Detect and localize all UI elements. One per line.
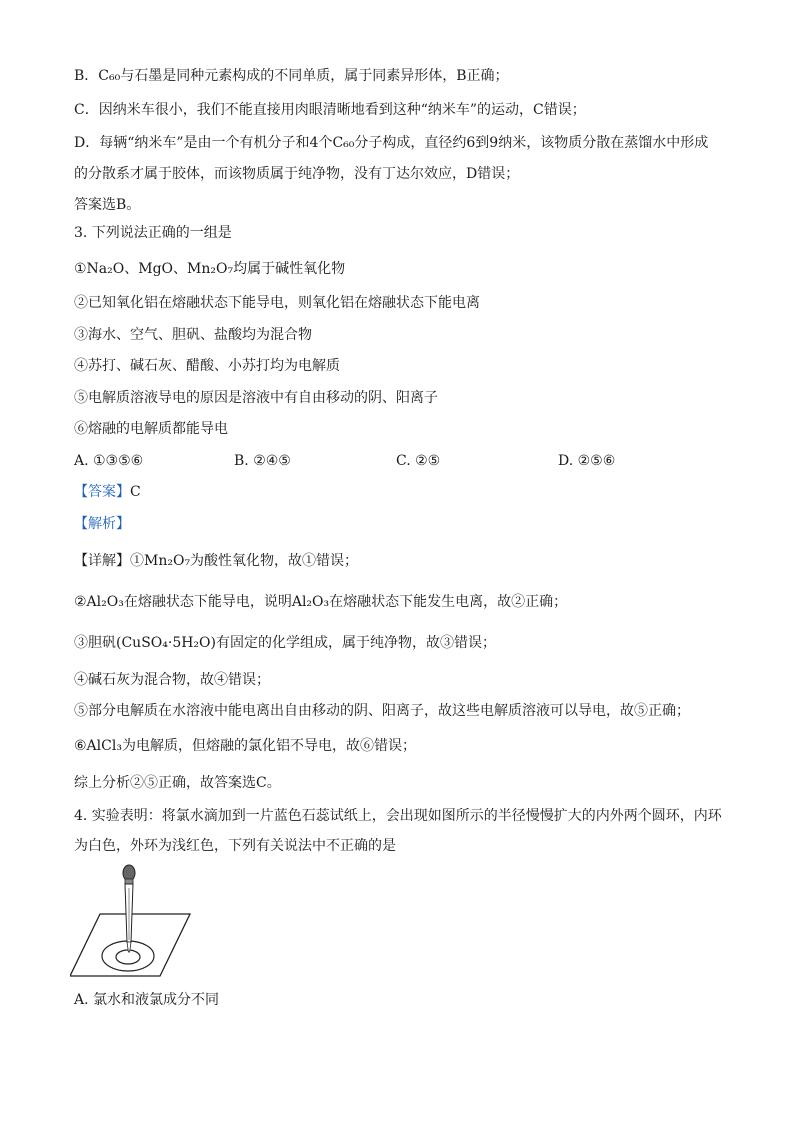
detail-5: ⑤部分电解质在水溶液中能电离出自由移动的阴、阳离子，故这些电解质溶液可以导电，故⑤正确； [74,703,690,719]
explanation-line-b: B．C₆₀与石墨是同种元素构成的不同单质，属于同素异形体，B正确； [74,68,509,84]
answer-line: 答案选B。 [74,197,141,213]
dropper-litmus-figure [70,862,200,982]
statement-4: ④苏打、碱石灰、醋酸、小苏打均为电解质 [74,358,340,374]
detail-4: ④碱石灰为混合物，故④错误； [74,672,270,688]
analysis-label: 【解析】 [74,516,130,532]
option-c: C. ②⑤ [396,453,441,469]
question-3-title: 3. 下列说法正确的一组是 [74,225,232,241]
explanation-line-d: D．每辆“纳米车”是由一个有机分子和4个C₆₀分子构成，直径约6到9纳米，该物质分散在蒸馏水中形成 [74,135,709,151]
question-4-line-2: 为白色，外环为浅红色，下列有关说法中不正确的是 [74,838,396,854]
statement-3: ③海水、空气、胆矾、盐酸均为混合物 [74,327,312,343]
statement-1: ①Na₂O、MgO、Mn₂O₇均属于碱性氧化物 [74,261,346,277]
explanation-line-d-cont: 的分散系才属于胶体，而该物质属于纯净物，没有丁达尔效应，D错误； [74,166,520,182]
option-a: A. ①③⑤⑥ [74,453,144,469]
detail-3: ③胆矾(CuSO₄·5H₂O)有固定的化学组成，属于纯净物，故③错误； [74,635,496,651]
detail-summary: 综上分析②⑤正确，故答案选C。 [74,775,281,791]
option-b: B. ②④⑤ [234,453,291,469]
explanation-line-c: C．因纳米车很小，我们不能直接用肉眼清晰地看到这种“纳米车”的运动，C错误； [74,102,586,118]
answer-label: 【答案】 [74,484,130,500]
answer-value: C [130,484,141,500]
statement-6: ⑥熔融的电解质都能导电 [74,421,228,437]
answer-row [74,482,141,502]
statement-2: ②已知氧化铝在熔融状态下能导电，则氧化铝在熔融状态下能电离 [74,295,480,311]
question-4-option-a: A. 氯水和液氯成分不同 [74,992,220,1008]
detail-2: ②Al₂O₃在熔融状态下能导电，说明Al₂O₃在熔融状态下能发生电离，故②正确； [74,594,568,610]
detail-6: ⑥AlCl₃为电解质，但熔融的氯化铝不导电，故⑥错误； [74,738,416,754]
detail-1 [74,551,358,571]
question-4-line-1: 4. 实验表明：将氯水滴加到一片蓝色石蕊试纸上，会出现如图所示的半径慢慢扩大的内外两个圆环，内环 [74,808,722,824]
statement-5: ⑤电解质溶液导电的原因是溶液中有自由移动的阴、阳离子 [74,390,438,406]
detail-1-text: ①Mn₂O₇为酸性氧化物，故①错误； [130,553,359,569]
option-d: D. ②⑤⑥ [558,453,616,469]
detail-label: 【详解】 [74,553,130,569]
